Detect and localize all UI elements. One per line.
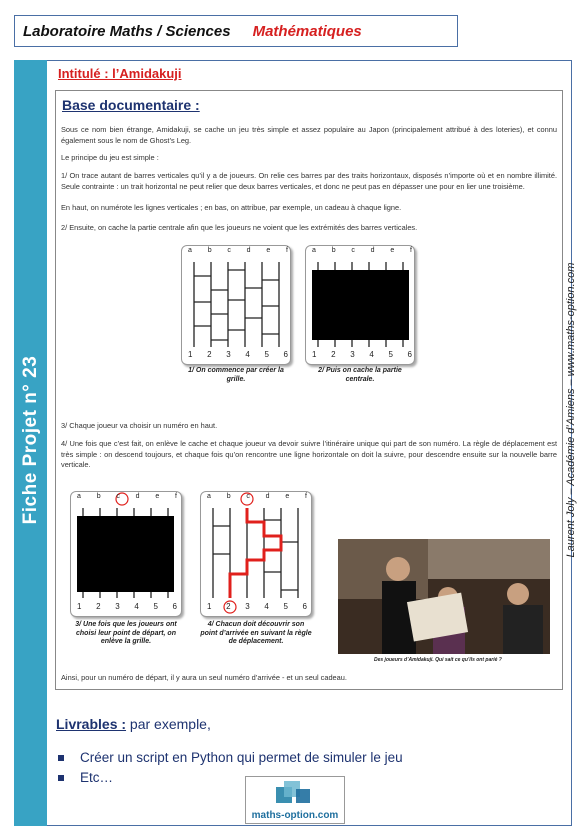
grid-letter: c (227, 247, 231, 254)
grid-letter: c (246, 493, 250, 500)
grid-number: 5 (283, 602, 288, 611)
site-logo (245, 776, 345, 824)
caption-2: 2/ Puis on cache la partie centrale. (318, 367, 402, 383)
grid-letter: a (207, 493, 211, 500)
figure-grid-3 (70, 491, 182, 617)
project-title: Fiche Projet n° 23 (20, 355, 41, 525)
list-item (58, 770, 113, 785)
grid-letters-row (207, 493, 307, 500)
grid-number: 6 (302, 602, 307, 611)
grid-number: 2 (226, 602, 231, 611)
grid-number: 6 (283, 350, 288, 359)
caption-3: 3/ Une fois que les joueurs ont choisi leur point de départ, on enlève la grille. (75, 621, 177, 645)
grid-letter: d (265, 493, 270, 500)
grid-letter: f (305, 493, 307, 500)
chosen-grid-svg (71, 492, 181, 616)
grid-number: 2 (207, 350, 212, 359)
grid-number: 3 (115, 602, 120, 611)
grid-letters-row (188, 247, 288, 254)
grid-letter: f (286, 247, 288, 254)
grid-letters-row (312, 247, 412, 254)
header-box (14, 15, 458, 47)
header-title: Laboratoire Maths / Sciences (23, 22, 231, 40)
grid-number: 1 (312, 350, 317, 359)
grid-number: 5 (153, 602, 158, 611)
list-item-text: Etc… (80, 770, 114, 785)
grid-number: 4 (369, 350, 374, 359)
grid-number: 5 (388, 350, 393, 359)
bullet-square-icon (58, 775, 64, 781)
paragraph-step1: 1/ On trace autant de barres verticales qu’il y a de joueurs. On relie ces barres par des traits horizontaux, disposés n’importe où et en nombre illimité. Seule contrainte : un trait horizontal ne peut relier que deux barres verticales, et donc ne peut pas en dépasser une pour en lier une troisième. (61, 171, 557, 191)
livrables-heading (56, 716, 211, 732)
grid-number: 1 (188, 350, 193, 359)
header-subject: Mathématiques (252, 22, 362, 40)
livrables-label: Livrables : (56, 716, 127, 732)
caption-4: 4/ Chacun doit découvrir son point d’arrivée en suivant la règle de déplacement. (200, 621, 312, 645)
grid-number: 1 (207, 602, 212, 611)
paragraph-step3: 3/ Chaque joueur va choisir un numéro en haut. (61, 421, 218, 430)
figure-grid-2 (305, 245, 415, 365)
grid-letter: a (188, 247, 192, 254)
figure-grid-4 (200, 491, 312, 617)
grid-letter: d (370, 247, 375, 254)
list-item (58, 750, 403, 765)
grid-letter: f (175, 493, 177, 500)
list-item-text: Créer un script en Python qui permet de simuler le jeu (80, 750, 403, 765)
livrables-text: par exemple, (126, 716, 211, 732)
grid-letters-row (77, 493, 177, 500)
grid-letter: b (207, 247, 212, 254)
path-grid-svg (201, 492, 311, 616)
grid-letter: e (155, 493, 160, 500)
players-photo (338, 539, 550, 654)
grid-letter: f (410, 247, 412, 254)
grid-numbers-row (77, 602, 177, 611)
paragraph-conclusion: Ainsi, pour un numéro de départ, il y aura un seul numéro d’arrivée - et un seul cadeau. (61, 673, 347, 682)
grid-numbers-row (207, 602, 307, 611)
grid-numbers-row (312, 350, 412, 359)
grid-number: 3 (226, 350, 231, 359)
grid-letter: d (246, 247, 251, 254)
bullet-square-icon (58, 755, 64, 761)
doc-title: Base documentaire : (62, 97, 200, 113)
paragraph-step1b: En haut, on numérote les lignes verticales ; en bas, on attribue, par exemple, un cadeau à chaque ligne. (61, 203, 402, 212)
documentary-base (55, 90, 563, 690)
caption-1: 1/ On commence par créer la grille. (188, 367, 284, 383)
grid-number: 3 (245, 602, 250, 611)
grid-letter: a (312, 247, 316, 254)
logo-text: maths-option.com (251, 810, 339, 821)
grid-letter: e (266, 247, 271, 254)
paragraph-principle: Le principe du jeu est simple : (61, 153, 159, 162)
grid-letter: a (77, 493, 81, 500)
grid-letter: b (226, 493, 231, 500)
paragraph-step2: 2/ Ensuite, on cache la partie centrale afin que les joueurs ne voient que les extrémités des barres verticales. (61, 223, 418, 232)
figure-grid-1 (181, 245, 291, 365)
amidakuji-grid-svg (182, 246, 290, 364)
grid-letter: e (390, 247, 395, 254)
paragraph-intro: Sous ce nom bien étrange, Amidakuji, se cache un jeu très simple et assez populaire au Japon (principalement attribué à des loteries), et connu également sous le nom de Ghost’s Leg. (61, 125, 557, 145)
grid-number: 3 (350, 350, 355, 359)
grid-number: 5 (264, 350, 269, 359)
grid-letter: c (351, 247, 355, 254)
grid-number: 2 (96, 602, 101, 611)
logo-squares-icon (246, 777, 346, 811)
hidden-grid-svg (306, 246, 414, 364)
grid-number: 6 (172, 602, 177, 611)
grid-number: 2 (331, 350, 336, 359)
grid-letter: b (331, 247, 336, 254)
author-credit: Laurent Joly – Académie d’Amiens – www.maths-option.com (565, 262, 577, 558)
photo-caption: Des joueurs d’Amidakuji. Qui sait ce qu’ils ont parié ? (374, 657, 502, 663)
paragraph-step4: 4/ Une fois que c’est fait, on enlève le cache et chaque joueur va devoir suivre l’itinéraire unique qui part de son numéro. La règle de déplacement est très simple : on descend toujours, et chaque fois qu’on rencontre une ligne horizontale on doit la suivre, pour descendre ensuite sur la nouvelle barre verticale. (61, 439, 557, 469)
intitule-heading: Intitulé : l’Amidakuji (58, 66, 182, 81)
grid-number: 4 (264, 602, 269, 611)
grid-number: 4 (245, 350, 250, 359)
grid-number: 6 (407, 350, 412, 359)
grid-letter: b (96, 493, 101, 500)
grid-numbers-row (188, 350, 288, 359)
grid-number: 4 (134, 602, 139, 611)
grid-letter: e (285, 493, 290, 500)
grid-letter: c (116, 493, 120, 500)
grid-number: 1 (77, 602, 82, 611)
grid-letter: d (135, 493, 140, 500)
